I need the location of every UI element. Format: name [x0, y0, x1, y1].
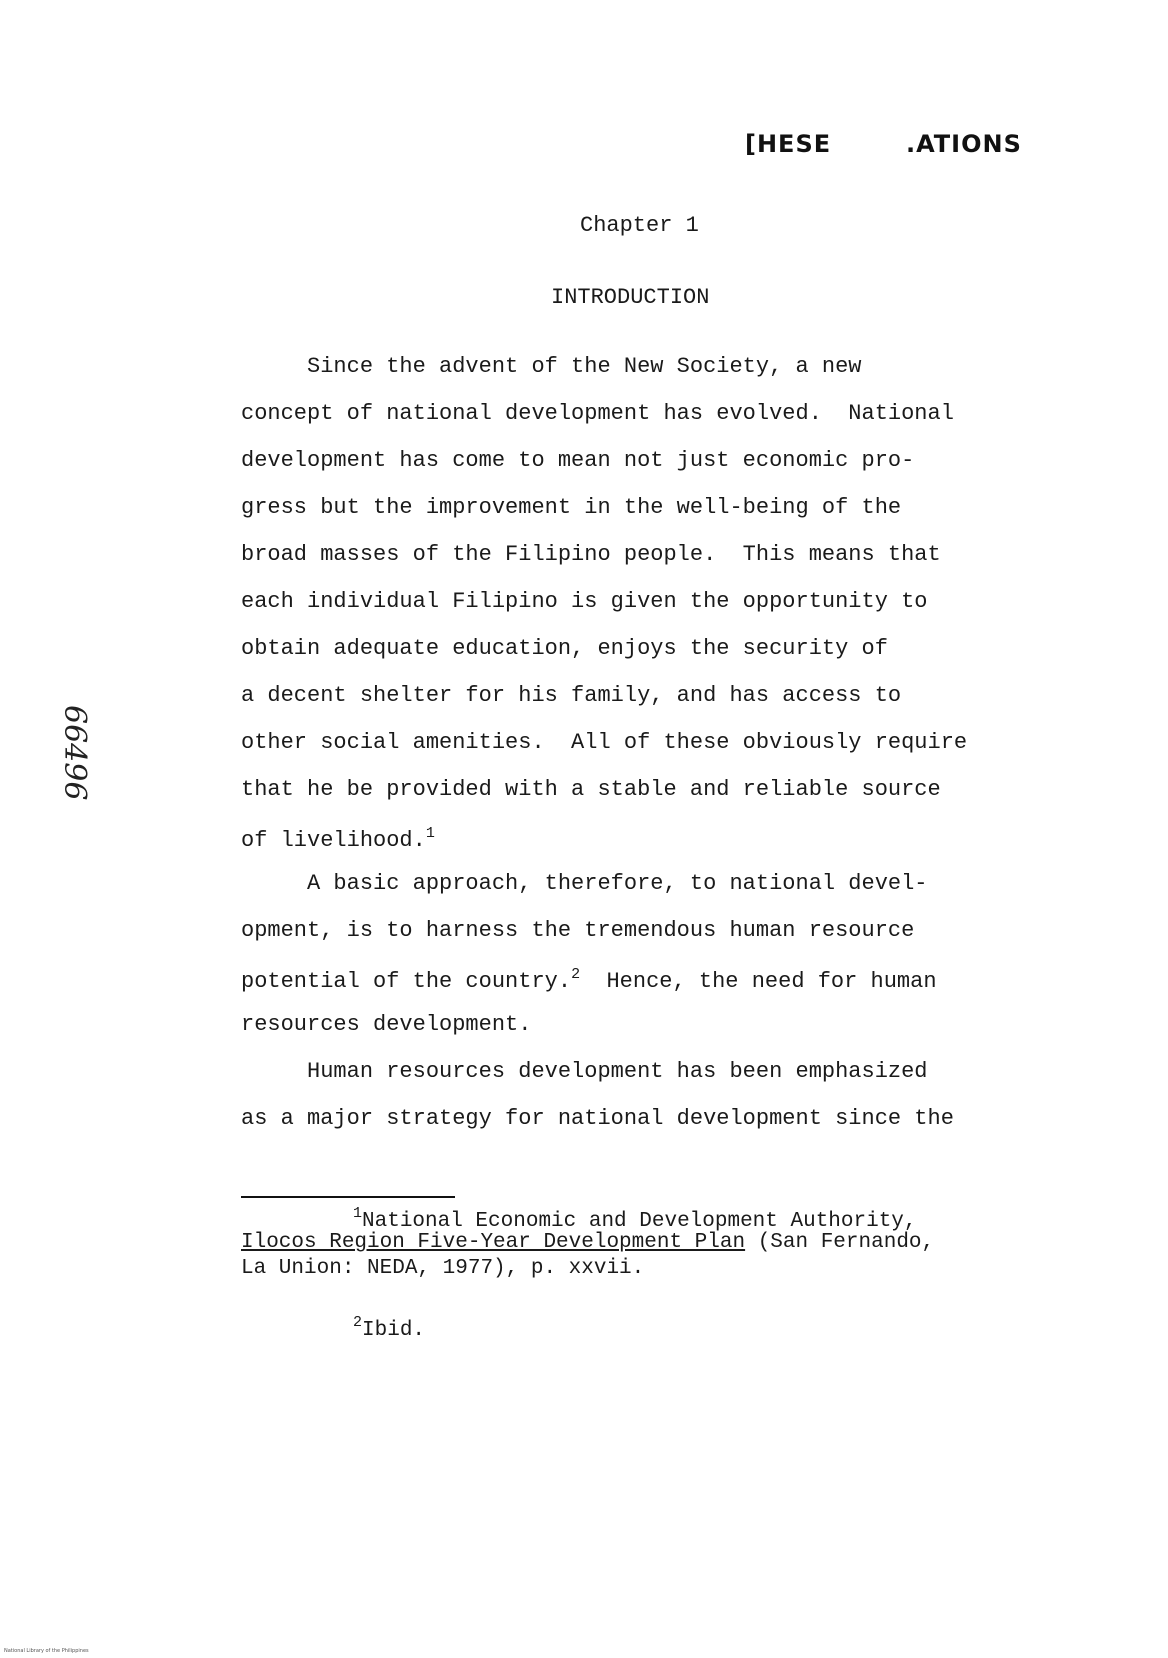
body-text: Hence, the need for human — [580, 969, 937, 994]
handwritten-accession-number: 66496 — [57, 705, 92, 801]
body-line — [241, 826, 435, 852]
body-line: Human resources development has been emphasized — [241, 1059, 928, 1084]
footnote-mark: 1 — [353, 1205, 363, 1222]
body-line: A basic approach, therefore, to national devel- — [241, 871, 928, 896]
footnote-reference: 2 — [571, 966, 581, 983]
body-line: resources development. — [241, 1012, 532, 1037]
body-text: of livelihood. — [241, 828, 426, 853]
body-line: each individual Filipino is given the opportunity to — [241, 589, 928, 614]
body-line: other social amenities. All of these obviously require — [241, 730, 968, 755]
chapter-label: Chapter 1 — [580, 213, 699, 238]
footnote-text: (San Fernando, — [745, 1231, 935, 1254]
footnote-citation-title: Ilocos Region Five-Year Development Plan — [241, 1231, 746, 1254]
footnote-mark: 2 — [353, 1314, 363, 1331]
body-line: concept of national development has evolved. National — [241, 401, 954, 426]
body-line: development has come to mean not just economic pro- — [241, 448, 915, 473]
body-line: opment, is to harness the tremendous human resource — [241, 918, 915, 943]
footnote-1-line — [353, 1206, 917, 1232]
body-line: broad masses of the Filipino people. This means that — [241, 542, 941, 567]
footnote-2-line — [353, 1315, 425, 1341]
body-line: that he be provided with a stable and reliable source — [241, 777, 941, 802]
body-text: potential of the country. — [241, 969, 572, 994]
footnote-text: National Economic and Development Authority, — [362, 1210, 917, 1233]
body-line: gress but the improvement in the well-being of the — [241, 495, 902, 520]
footnote-1-line — [241, 1232, 934, 1253]
body-line — [241, 967, 937, 993]
footnote-divider — [241, 1196, 455, 1198]
body-line: obtain adequate education, enjoys the security of — [241, 636, 888, 661]
footnote-1-line: La Union: NEDA, 1977), p. xxvii. — [241, 1257, 645, 1280]
body-line: as a major strategy for national development since the — [241, 1106, 954, 1131]
footnote-reference: 1 — [425, 825, 435, 842]
scan-footer: National Library of the Philippines — [4, 1648, 89, 1654]
body-line: a decent shelter for his family, and has access to — [241, 683, 902, 708]
body-line: Since the advent of the New Society, a new — [241, 354, 862, 379]
footnote-text: Ibid. — [362, 1319, 426, 1342]
chapter-heading: INTRODUCTION — [551, 285, 710, 310]
thesis-stamp: [HESE .ATIONS — [745, 130, 1022, 158]
